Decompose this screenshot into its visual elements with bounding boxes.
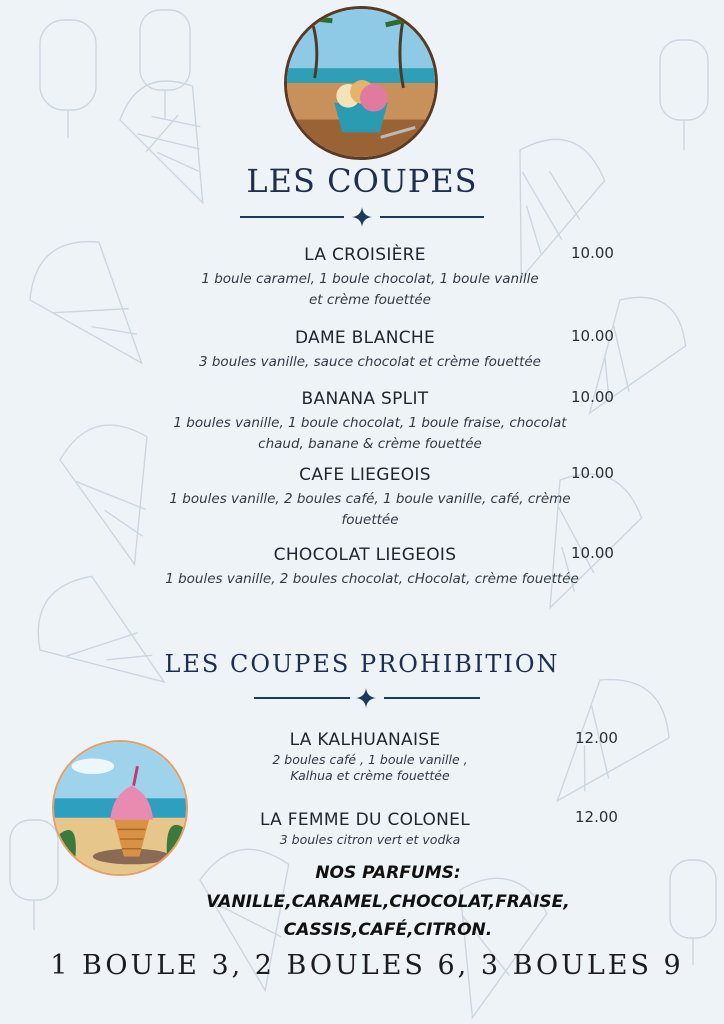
sparkle-star-icon [356,688,376,708]
parfums-heading: NOS PARFUMS: [315,863,461,883]
item-name: LA KALHUANAISE [289,730,441,750]
item-name: CAFE LIEGEOIS [299,465,431,485]
sparkle-star-icon [352,207,372,227]
item-description: 1 boules vanille, 2 boules café, 1 boule vanille, café, crème fouettée [169,491,571,528]
ornamental-divider [240,207,484,227]
item-price: 10.00 [571,244,614,262]
section-title-les-coupes: LES COUPES [246,162,478,200]
popsicle-icon [40,20,96,138]
item-price: 10.00 [571,327,614,345]
item-name: BANANA SPLIT [301,389,429,409]
popsicle-icon [660,40,708,150]
ice-cream-cone-beach-photo [52,740,188,876]
item-price: 10.00 [571,544,614,562]
ice-cream-bowl-photo [284,6,438,160]
item-description: 3 boules citron vert et vodka [279,832,461,847]
item-description: 1 boules vanille, 1 boule chocolat, 1 boule fraise, chocolat chaud, banane & crème fouettée [173,415,567,452]
item-description: 2 boules café , 1 boule vanille , Kalhua et crème fouettée [272,752,468,783]
item-price: 12.00 [575,729,618,747]
item-description: 1 boules vanille, 2 boules chocolat, cHocolat, crème fouettée [165,571,579,587]
item-description: 1 boule caramel, 1 boule chocolat, 1 boule vanille et crème fouettée [201,271,539,308]
parfums-list-line-2: CASSIS,CAFÉ,CITRON. [283,920,493,940]
item-price: 10.00 [571,388,614,406]
parfums-list-line-1: VANILLE,CARAMEL,CHOCOLAT,FRAISE, [206,892,570,912]
item-name: LA CROISIÈRE [304,245,426,265]
item-name: DAME BLANCHE [294,328,436,348]
scoop-pricing: 1 BOULE 3, 2 BOULES 6, 3 BOULES 9 [50,950,684,981]
section-title-les-coupes-prohibition: LES COUPES PROHIBITION [164,650,560,678]
item-price: 12.00 [575,808,618,826]
item-description: 3 boules vanille, sauce chocolat et crème fouettée [198,354,541,370]
item-name: LA FEMME DU COLONEL [260,810,470,830]
ornamental-divider [254,688,480,708]
item-name: CHOCOLAT LIEGEOIS [273,545,457,565]
popsicle-icon [140,10,190,120]
item-price: 10.00 [571,464,614,482]
